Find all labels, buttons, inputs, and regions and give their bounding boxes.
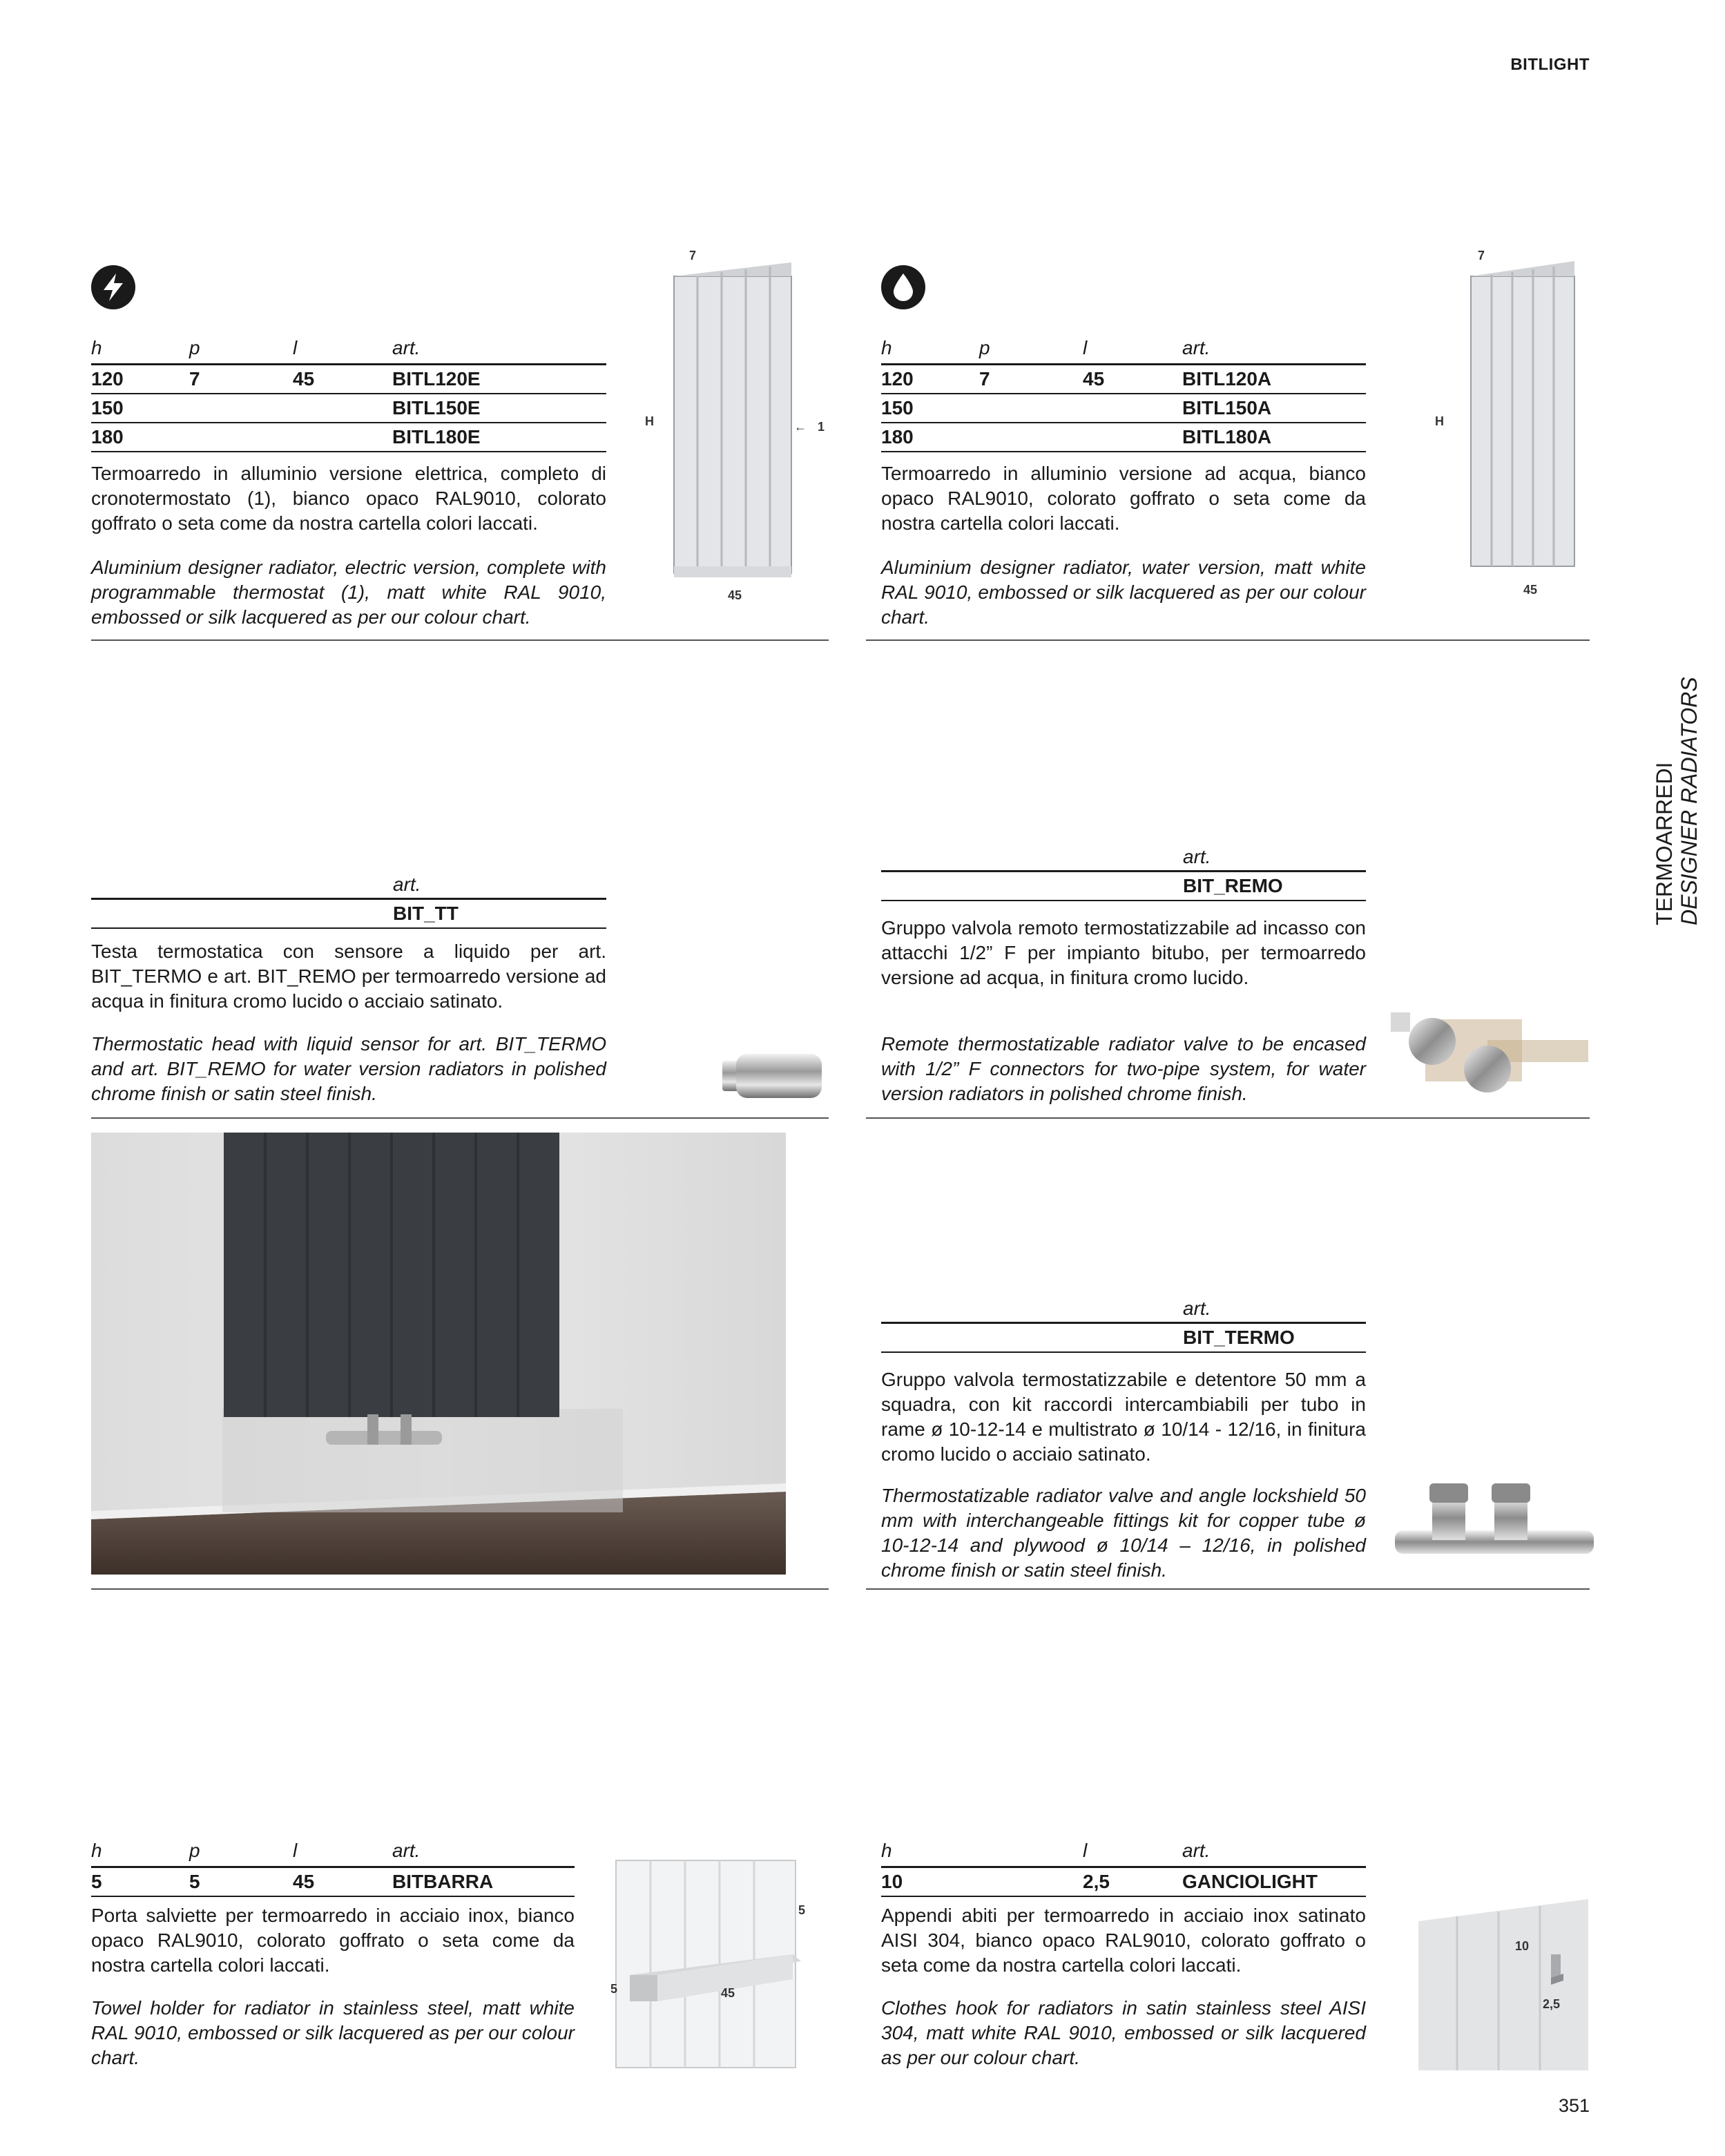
col-art: art.	[392, 872, 606, 899]
bitbarra-spec-table	[91, 1838, 575, 1897]
col-art: art.	[1182, 844, 1366, 872]
table-row	[881, 1867, 1366, 1897]
water-drop-icon	[881, 265, 925, 309]
col-art: art.	[1182, 1296, 1366, 1323]
ganciolight-description-en: Clothes hook for radiators in satin stainless steel AISI 304, matt white RAL 9010, embossed or silk lacquered as per our colour chart.	[881, 1997, 1366, 2068]
table-row	[91, 365, 606, 394]
cell: 150	[881, 394, 979, 423]
bitbarra-description-en: Towel holder for radiator in stainless steel, matt white RAL 9010, embossed or silk lacquered as per our colour chart.	[91, 1997, 575, 2068]
bit-tt-description-en: Thermostatic head with liquid sensor for art. BIT_TERMO and art. BIT_REMO for water version radiators in polished chrome finish or satin steel finish.	[91, 1033, 606, 1104]
divider	[866, 639, 1590, 641]
dim-height: 5	[610, 1982, 618, 1996]
arrow-icon: ←	[794, 420, 807, 434]
cell: 5	[189, 1867, 293, 1897]
ganciolight-description-it: Appendi abiti per termoarredo in acciaio inox satinato AISI 304, bianco opaco RAL9010, colorato goffrato o seta come da nostra cartella colori laccati.	[881, 1905, 1366, 1976]
bit-termo-table	[881, 1296, 1366, 1353]
col-art: art.	[392, 1838, 575, 1867]
cell: 10	[881, 1867, 1083, 1897]
col-p: p	[189, 1838, 293, 1867]
cell: 150	[91, 394, 189, 423]
cell: 120	[881, 365, 979, 394]
room-photo	[91, 1133, 786, 1575]
cell: 45	[1083, 365, 1182, 394]
divider	[91, 639, 829, 641]
cell: BITL180A	[1182, 423, 1366, 452]
cell: 45	[293, 365, 392, 394]
bit-remo-description-it: Gruppo valvola remoto termostatizzabile ad incasso con attacchi 1/2” F per impianto bitubo, per termoarredo versione ad acqua, in finitura cromo lucido.	[881, 917, 1366, 988]
dim-top: 7	[689, 249, 697, 262]
col-h: h	[881, 1838, 1083, 1867]
col-l: l	[293, 336, 392, 365]
water-radiator-drawing	[1436, 242, 1602, 601]
col-l: l	[1083, 336, 1182, 365]
col-l: l	[293, 1838, 392, 1867]
col-h: h	[881, 336, 979, 365]
cell: 5	[91, 1867, 189, 1897]
dim-height: H	[1435, 414, 1444, 428]
lightning-icon	[91, 265, 135, 309]
cell: GANCIOLIGHT	[1182, 1867, 1366, 1897]
col-art: art.	[392, 336, 606, 365]
bit-remo-description-en: Remote thermostatizable radiator valve to be encased with 1/2” F connectors for two-pipe system, for water version radiators in polished chrome finish.	[881, 1033, 1366, 1104]
bit-tt-description-it: Testa termostatica con sensore a liquido per art. BIT_TERMO e art. BIT_REMO per termoarredo versione ad acqua in finitura cromo lucido o acciaio satinato.	[91, 941, 606, 1012]
table-row	[881, 394, 1366, 423]
cell	[189, 423, 293, 452]
col-art: art.	[1182, 336, 1366, 365]
col-l: l	[1083, 1838, 1182, 1867]
dim-hook-height: 10	[1515, 1939, 1530, 1953]
col-p: p	[979, 336, 1083, 365]
divider	[91, 1588, 829, 1590]
side-label-it: TERMOARREDI	[1652, 762, 1677, 925]
section-title: BITLIGHT	[1510, 55, 1590, 74]
table-row	[881, 872, 1366, 901]
table-row	[881, 1323, 1366, 1353]
cell: BITL120A	[1182, 365, 1366, 394]
table-row	[91, 394, 606, 423]
cell: BIT_REMO	[1182, 872, 1366, 901]
cell: 45	[293, 1867, 392, 1897]
table-row	[881, 365, 1366, 394]
table-row	[91, 423, 606, 452]
dim-width: 45	[728, 588, 742, 602]
cell	[189, 394, 293, 423]
col-h: h	[91, 336, 189, 365]
dim-width: 45	[1523, 583, 1538, 597]
cell: BITL120E	[392, 365, 606, 394]
electric-spec-table	[91, 336, 606, 452]
cell: BIT_TT	[392, 899, 606, 929]
side-section-label	[1652, 677, 1702, 925]
electric-description-en: Aluminium designer radiator, electric version, complete with programmable thermostat (1), matt white RAL 9010, embossed or silk lacquered as per our colour chart.	[91, 557, 606, 628]
cell: 7	[189, 365, 293, 394]
water-description-en: Aluminium designer radiator, water version, matt white RAL 9010, embossed or silk lacquered as per our colour chart.	[881, 557, 1366, 628]
bit-tt-table	[91, 872, 606, 929]
dim-top: 7	[1478, 249, 1485, 262]
cell: 7	[979, 365, 1083, 394]
cell: 120	[91, 365, 189, 394]
cell	[293, 394, 392, 423]
dim-length: 45	[721, 1986, 735, 2000]
bit-termo-description-en: Thermostatizable radiator valve and angle lockshield 50 mm with interchangeable fittings kit for copper tube ø 10-12-14 and plywood ø 10/14 – 12/16, in polished chrome finish or satin steel finish.	[881, 1485, 1366, 1581]
thermostatic-head-image	[720, 1048, 827, 1104]
cell: BIT_TERMO	[1182, 1323, 1366, 1353]
side-label-en: DESIGNER RADIATORS	[1677, 677, 1702, 925]
water-description-it: Termoarredo in alluminio versione ad acqua, bianco opaco RAL9010, colorato goffrato o seta come da nostra cartella colori laccati.	[881, 463, 1366, 534]
divider	[866, 1117, 1590, 1119]
cell: 180	[881, 423, 979, 452]
cell	[1083, 423, 1182, 452]
ganciolight-spec-table	[881, 1838, 1366, 1897]
dim-depth: 5	[798, 1903, 806, 1917]
divider	[91, 1117, 829, 1119]
cell: BITL180E	[392, 423, 606, 452]
cell: BITBARRA	[392, 1867, 575, 1897]
col-art: art.	[1182, 1838, 1366, 1867]
remote-valve-image	[1384, 999, 1588, 1105]
col-h: h	[91, 1838, 189, 1867]
cell	[979, 423, 1083, 452]
cell: BITL150A	[1182, 394, 1366, 423]
bitbarra-description-it: Porta salviette per termoarredo in acciaio inox, bianco opaco RAL9010, colorato goffrato o seta come da nostra cartella colori laccati.	[91, 1905, 575, 1976]
dim-height: H	[645, 414, 654, 428]
cell: 2,5	[1083, 1867, 1182, 1897]
cell: 180	[91, 423, 189, 452]
table-row	[91, 899, 606, 929]
clothes-hook-drawing	[1416, 1885, 1590, 2073]
page-number: 351	[1558, 2095, 1590, 2116]
towel-holder-drawing	[613, 1858, 801, 2072]
dim-thermostat-ref: 1	[818, 420, 825, 434]
cell	[1083, 394, 1182, 423]
cell	[979, 394, 1083, 423]
divider	[866, 1588, 1590, 1590]
dim-hook-width: 2,5	[1543, 1997, 1561, 2011]
bit-remo-table	[881, 844, 1366, 901]
table-row	[881, 423, 1366, 452]
bit-termo-description-it: Gruppo valvola termostatizzabile e detentore 50 mm a squadra, con kit raccordi intercambiabili per tubo in rame ø 10-12-14 e multistrato ø 10/14 - 12/16, in finitura cromo lucido o acciaio satinato.	[881, 1369, 1366, 1465]
water-spec-table	[881, 336, 1366, 452]
cell: BITL150E	[392, 394, 606, 423]
col-p: p	[189, 336, 293, 365]
angle-valve-image	[1391, 1478, 1598, 1568]
electric-description-it: Termoarredo in alluminio versione elettrica, completo di cronotermostato (1), bianco opaco RAL9010, colorato goffrato o seta come da nostra cartella colori laccati.	[91, 463, 606, 534]
table-row	[91, 1867, 575, 1897]
cell	[293, 423, 392, 452]
